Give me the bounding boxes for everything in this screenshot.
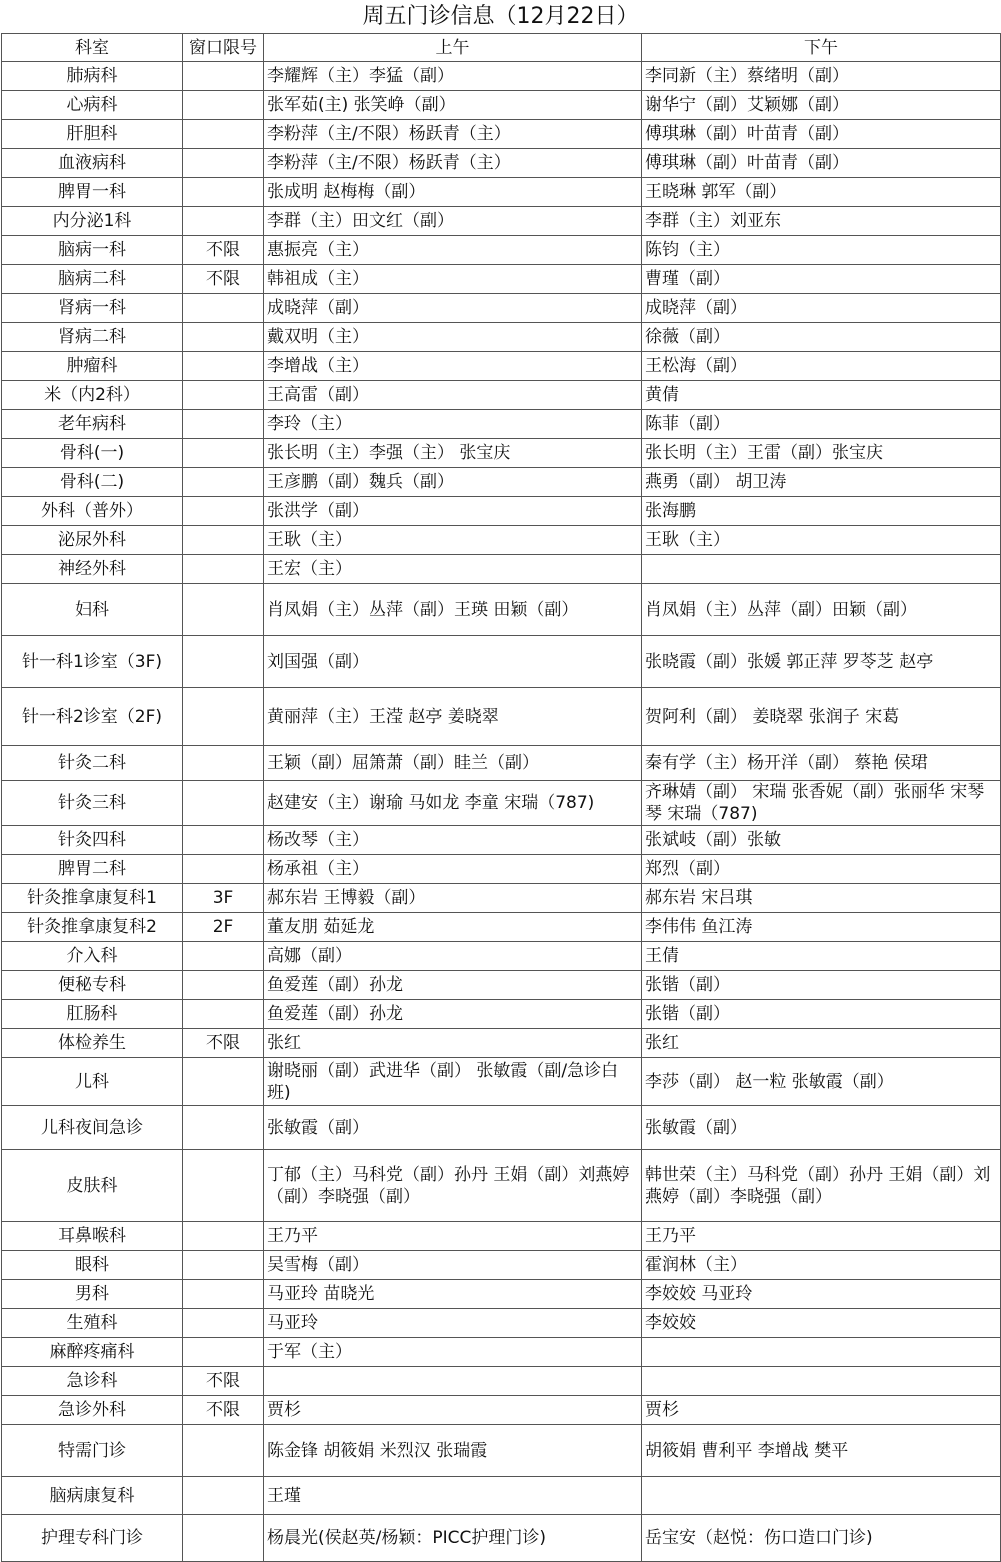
cell-am: 高娜（副）	[264, 942, 642, 971]
cell-dept: 肾病二科	[2, 323, 183, 352]
cell-am: 张洪学（副）	[264, 497, 642, 526]
cell-window: 2F	[183, 913, 264, 942]
cell-window	[183, 1106, 264, 1150]
cell-window	[183, 636, 264, 688]
cell-window	[183, 826, 264, 855]
cell-am: 张长明（主）李强（主） 张宝庆	[264, 439, 642, 468]
table-row	[2, 1106, 1001, 1150]
cell-dept: 便秘专科	[2, 971, 183, 1000]
cell-pm: 王倩	[642, 942, 1001, 971]
cell-pm: 张红	[642, 1029, 1001, 1058]
cell-dept: 外科（普外）	[2, 497, 183, 526]
cell-window	[183, 497, 264, 526]
cell-pm: 张敏霞（副）	[642, 1106, 1001, 1150]
cell-pm: 徐薇（副）	[642, 323, 1001, 352]
cell-dept: 急诊外科	[2, 1396, 183, 1425]
table-row	[2, 1338, 1001, 1367]
cell-am: 杨承祖（主）	[264, 855, 642, 884]
cell-window	[183, 91, 264, 120]
cell-pm: 李姣姣 马亚玲	[642, 1280, 1001, 1309]
cell-window: 不限	[183, 1029, 264, 1058]
cell-pm: 李同新（主）蔡绪明（副）	[642, 62, 1001, 91]
cell-am: 杨改琴（主）	[264, 826, 642, 855]
cell-dept: 神经外科	[2, 555, 183, 584]
cell-pm: 王晓琳 郭军（副）	[642, 178, 1001, 207]
cell-dept: 针灸二科	[2, 746, 183, 781]
cell-pm: 霍润林（主）	[642, 1251, 1001, 1280]
cell-dept: 脑病康复科	[2, 1477, 183, 1515]
cell-pm: 谢华宁（副）艾颖娜（副）	[642, 91, 1001, 120]
table-row	[2, 381, 1001, 410]
cell-dept: 脑病一科	[2, 236, 183, 265]
cell-window: 不限	[183, 1367, 264, 1396]
cell-pm: 贺阿利（副） 姜晓翠 张润子 宋葛	[642, 688, 1001, 746]
cell-pm: 郝东岩 宋吕琪	[642, 884, 1001, 913]
table-body	[2, 62, 1001, 1562]
cell-window	[183, 178, 264, 207]
cell-am: 李粉萍（主/不限）杨跃青（主）	[264, 149, 642, 178]
cell-pm: 傅琪琳（副）叶苗青（副）	[642, 149, 1001, 178]
table-row	[2, 1477, 1001, 1515]
cell-am: 王乃平	[264, 1222, 642, 1251]
cell-pm	[642, 1367, 1001, 1396]
cell-window	[183, 120, 264, 149]
cell-window	[183, 468, 264, 497]
cell-pm: 贾杉	[642, 1396, 1001, 1425]
cell-dept: 针灸三科	[2, 781, 183, 826]
cell-window	[183, 942, 264, 971]
cell-window	[183, 323, 264, 352]
cell-pm: 郑烈（副）	[642, 855, 1001, 884]
cell-dept: 肛肠科	[2, 1000, 183, 1029]
cell-pm	[642, 1477, 1001, 1515]
cell-pm: 成晓萍（副）	[642, 294, 1001, 323]
table-row	[2, 1515, 1001, 1562]
table-row	[2, 1425, 1001, 1477]
table-row	[2, 497, 1001, 526]
table-row	[2, 1396, 1001, 1425]
cell-am: 王宏（主）	[264, 555, 642, 584]
cell-pm: 韩世荣（主）马科党（副）孙丹 王娟（副）刘燕婷（副）李晓强（副）	[642, 1150, 1001, 1222]
cell-window	[183, 526, 264, 555]
cell-am: 陈金锋 胡筱娟 米烈汉 张瑞霞	[264, 1425, 642, 1477]
cell-dept: 妇科	[2, 584, 183, 636]
table-row	[2, 1251, 1001, 1280]
cell-am: 于军（主）	[264, 1338, 642, 1367]
cell-dept: 眼科	[2, 1251, 183, 1280]
cell-pm: 李姣姣	[642, 1309, 1001, 1338]
cell-am: 贾杉	[264, 1396, 642, 1425]
cell-dept: 脾胃二科	[2, 855, 183, 884]
cell-dept: 急诊科	[2, 1367, 183, 1396]
cell-pm: 张海鹏	[642, 497, 1001, 526]
table-row	[2, 410, 1001, 439]
cell-pm: 张长明（主）王雷（副）张宝庆	[642, 439, 1001, 468]
cell-dept: 肺病科	[2, 62, 183, 91]
cell-pm: 李莎（副） 赵一粒 张敏霞（副）	[642, 1058, 1001, 1106]
page-title: 周五门诊信息（12月22日）	[362, 4, 639, 29]
cell-am: 王瑾	[264, 1477, 642, 1515]
table-row	[2, 826, 1001, 855]
cell-pm: 张锴（副）	[642, 971, 1001, 1000]
cell-dept: 皮肤科	[2, 1150, 183, 1222]
cell-am: 王高雷（副）	[264, 381, 642, 410]
cell-dept: 泌尿外科	[2, 526, 183, 555]
table-row	[2, 468, 1001, 497]
table-row	[2, 526, 1001, 555]
cell-dept: 针灸推拿康复科2	[2, 913, 183, 942]
cell-dept: 耳鼻喉科	[2, 1222, 183, 1251]
cell-dept: 肿瘤科	[2, 352, 183, 381]
table-row	[2, 323, 1001, 352]
table-row	[2, 1367, 1001, 1396]
cell-window	[183, 1338, 264, 1367]
cell-dept: 针一科1诊室（3F)	[2, 636, 183, 688]
cell-am: 惠振亮（主）	[264, 236, 642, 265]
table-row	[2, 294, 1001, 323]
cell-pm: 张晓霞（副）张媛 郭正萍 罗苓芝 赵亭	[642, 636, 1001, 688]
table-row	[2, 781, 1001, 826]
cell-am: 张敏霞（副）	[264, 1106, 642, 1150]
table-row	[2, 178, 1001, 207]
cell-window	[183, 781, 264, 826]
cell-pm: 李伟伟 鱼江涛	[642, 913, 1001, 942]
cell-dept: 针灸推拿康复科1	[2, 884, 183, 913]
cell-am: 刘国强（副）	[264, 636, 642, 688]
cell-pm	[642, 555, 1001, 584]
cell-window	[183, 555, 264, 584]
table-row	[2, 1058, 1001, 1106]
cell-pm: 燕勇（副） 胡卫涛	[642, 468, 1001, 497]
cell-am: 丁郁（主）马科党（副）孙丹 王娟（副）刘燕婷（副）李晓强（副）	[264, 1150, 642, 1222]
cell-pm: 王乃平	[642, 1222, 1001, 1251]
cell-am: 杨晨光(侯赵英/杨颖：PICC护理门诊)	[264, 1515, 642, 1562]
cell-am: 赵建安（主）谢瑜 马如龙 李童 宋瑞（787)	[264, 781, 642, 826]
cell-am: 李粉萍（主/不限）杨跃青（主）	[264, 120, 642, 149]
cell-window	[183, 62, 264, 91]
cell-dept: 针灸四科	[2, 826, 183, 855]
cell-window	[183, 855, 264, 884]
cell-dept: 血液病科	[2, 149, 183, 178]
cell-am: 王耿（主）	[264, 526, 642, 555]
cell-window	[183, 149, 264, 178]
cell-dept: 儿科	[2, 1058, 183, 1106]
cell-pm: 齐琳婧（副） 宋瑞 张香妮（副）张丽华 宋琴琴 宋瑞（787)	[642, 781, 1001, 826]
cell-window	[183, 410, 264, 439]
cell-window	[183, 207, 264, 236]
table-row	[2, 913, 1001, 942]
table-row	[2, 1309, 1001, 1338]
table-row	[2, 746, 1001, 781]
cell-dept: 儿科夜间急诊	[2, 1106, 183, 1150]
cell-pm: 张斌岐（副）张敏	[642, 826, 1001, 855]
table-row	[2, 971, 1001, 1000]
table-row	[2, 1029, 1001, 1058]
cell-window	[183, 584, 264, 636]
cell-window: 不限	[183, 265, 264, 294]
cell-dept: 生殖科	[2, 1309, 183, 1338]
table-row	[2, 1150, 1001, 1222]
cell-am: 谢晓丽（副）武进华（副） 张敏霞（副/急诊白班)	[264, 1058, 642, 1106]
cell-pm	[642, 1338, 1001, 1367]
cell-window	[183, 971, 264, 1000]
cell-window: 不限	[183, 1396, 264, 1425]
cell-pm: 陈钧（主）	[642, 236, 1001, 265]
cell-am: 李增战（主）	[264, 352, 642, 381]
cell-window	[183, 352, 264, 381]
cell-am: 李耀辉（主）李猛（副）	[264, 62, 642, 91]
cell-pm: 肖凤娟（主）丛萍（副）田颖（副）	[642, 584, 1001, 636]
cell-window	[183, 1425, 264, 1477]
cell-dept: 骨科(一)	[2, 439, 183, 468]
table-row	[2, 91, 1001, 120]
cell-dept: 心病科	[2, 91, 183, 120]
cell-pm: 黄倩	[642, 381, 1001, 410]
table-row	[2, 265, 1001, 294]
cell-dept: 脾胃一科	[2, 178, 183, 207]
table-row	[2, 636, 1001, 688]
cell-window	[183, 1150, 264, 1222]
table-row	[2, 688, 1001, 746]
table-row	[2, 555, 1001, 584]
cell-window	[183, 1222, 264, 1251]
header-row	[2, 34, 1001, 62]
cell-am: 马亚玲 苗晓光	[264, 1280, 642, 1309]
cell-am: 张军茹(主) 张笑峥（副）	[264, 91, 642, 120]
table-row	[2, 1222, 1001, 1251]
cell-window	[183, 439, 264, 468]
table-row	[2, 942, 1001, 971]
cell-window	[183, 1280, 264, 1309]
table-row	[2, 1000, 1001, 1029]
cell-am: 张成明 赵梅梅（副）	[264, 178, 642, 207]
cell-window	[183, 1251, 264, 1280]
cell-dept: 针一科2诊室（2F)	[2, 688, 183, 746]
table-row	[2, 884, 1001, 913]
cell-dept: 介入科	[2, 942, 183, 971]
cell-pm: 胡筱娟 曹利平 李增战 樊平	[642, 1425, 1001, 1477]
cell-am: 鱼爱莲（副）孙龙	[264, 971, 642, 1000]
table-row	[2, 352, 1001, 381]
cell-am: 郝东岩 王博毅（副）	[264, 884, 642, 913]
table-row	[2, 439, 1001, 468]
cell-window	[183, 1000, 264, 1029]
cell-window	[183, 1477, 264, 1515]
cell-window	[183, 381, 264, 410]
cell-am: 韩祖成（主）	[264, 265, 642, 294]
cell-dept: 肝胆科	[2, 120, 183, 149]
cell-pm: 王松海（副）	[642, 352, 1001, 381]
cell-dept: 骨科(二)	[2, 468, 183, 497]
cell-dept: 男科	[2, 1280, 183, 1309]
table-row	[2, 207, 1001, 236]
table-row	[2, 120, 1001, 149]
cell-window	[183, 1058, 264, 1106]
cell-am: 戴双明（主）	[264, 323, 642, 352]
cell-dept: 老年病科	[2, 410, 183, 439]
cell-pm: 岳宝安（赵悦：伤口造口门诊)	[642, 1515, 1001, 1562]
cell-dept: 内分泌1科	[2, 207, 183, 236]
table-row	[2, 236, 1001, 265]
cell-pm: 曹瑾（副）	[642, 265, 1001, 294]
cell-window	[183, 1515, 264, 1562]
cell-dept: 肾病一科	[2, 294, 183, 323]
cell-dept: 米（内2科）	[2, 381, 183, 410]
cell-pm: 张锴（副）	[642, 1000, 1001, 1029]
cell-am: 张红	[264, 1029, 642, 1058]
cell-am: 肖凤娟（主）丛萍（副）王瑛 田颖（副）	[264, 584, 642, 636]
cell-window	[183, 688, 264, 746]
column-header-am: 上午	[264, 34, 642, 62]
cell-dept: 体检养生	[2, 1029, 183, 1058]
cell-am: 李玲（主）	[264, 410, 642, 439]
cell-am: 马亚玲	[264, 1309, 642, 1338]
table-row	[2, 1280, 1001, 1309]
cell-pm: 傅琪琳（副）叶苗青（副）	[642, 120, 1001, 149]
cell-am: 成晓萍（副）	[264, 294, 642, 323]
cell-am: 王彦鹏（副）魏兵（副）	[264, 468, 642, 497]
column-header-dept: 科室	[2, 34, 183, 62]
cell-window	[183, 1309, 264, 1338]
cell-am: 鱼爱莲（副）孙龙	[264, 1000, 642, 1029]
schedule-sheet	[1, 1, 1000, 1560]
cell-window: 3F	[183, 884, 264, 913]
cell-dept: 护理专科门诊	[2, 1515, 183, 1562]
table-row	[2, 62, 1001, 91]
schedule-table	[1, 33, 1001, 1562]
cell-am: 吴雪梅（副）	[264, 1251, 642, 1280]
table-row	[2, 149, 1001, 178]
cell-window: 不限	[183, 236, 264, 265]
cell-pm: 李群（主）刘亚东	[642, 207, 1001, 236]
cell-am: 董友朋 茹延龙	[264, 913, 642, 942]
table-row	[2, 584, 1001, 636]
cell-window	[183, 746, 264, 781]
cell-dept: 麻醉疼痛科	[2, 1338, 183, 1367]
cell-pm: 陈菲（副）	[642, 410, 1001, 439]
table-row	[2, 855, 1001, 884]
cell-window	[183, 294, 264, 323]
cell-dept: 特需门诊	[2, 1425, 183, 1477]
cell-am: 王颖（副）屈箫萧（副）眭兰（副）	[264, 746, 642, 781]
cell-am	[264, 1367, 642, 1396]
cell-pm: 王耿（主）	[642, 526, 1001, 555]
cell-am: 李群（主）田文红（副）	[264, 207, 642, 236]
cell-pm: 秦有学（主）杨开洋（副） 蔡艳 侯珺	[642, 746, 1001, 781]
cell-am: 黄丽萍（主）王滢 赵亭 姜晓翠	[264, 688, 642, 746]
cell-dept: 脑病二科	[2, 265, 183, 294]
column-header-window: 窗口限号	[183, 34, 264, 62]
column-header-pm: 下午	[642, 34, 1001, 62]
